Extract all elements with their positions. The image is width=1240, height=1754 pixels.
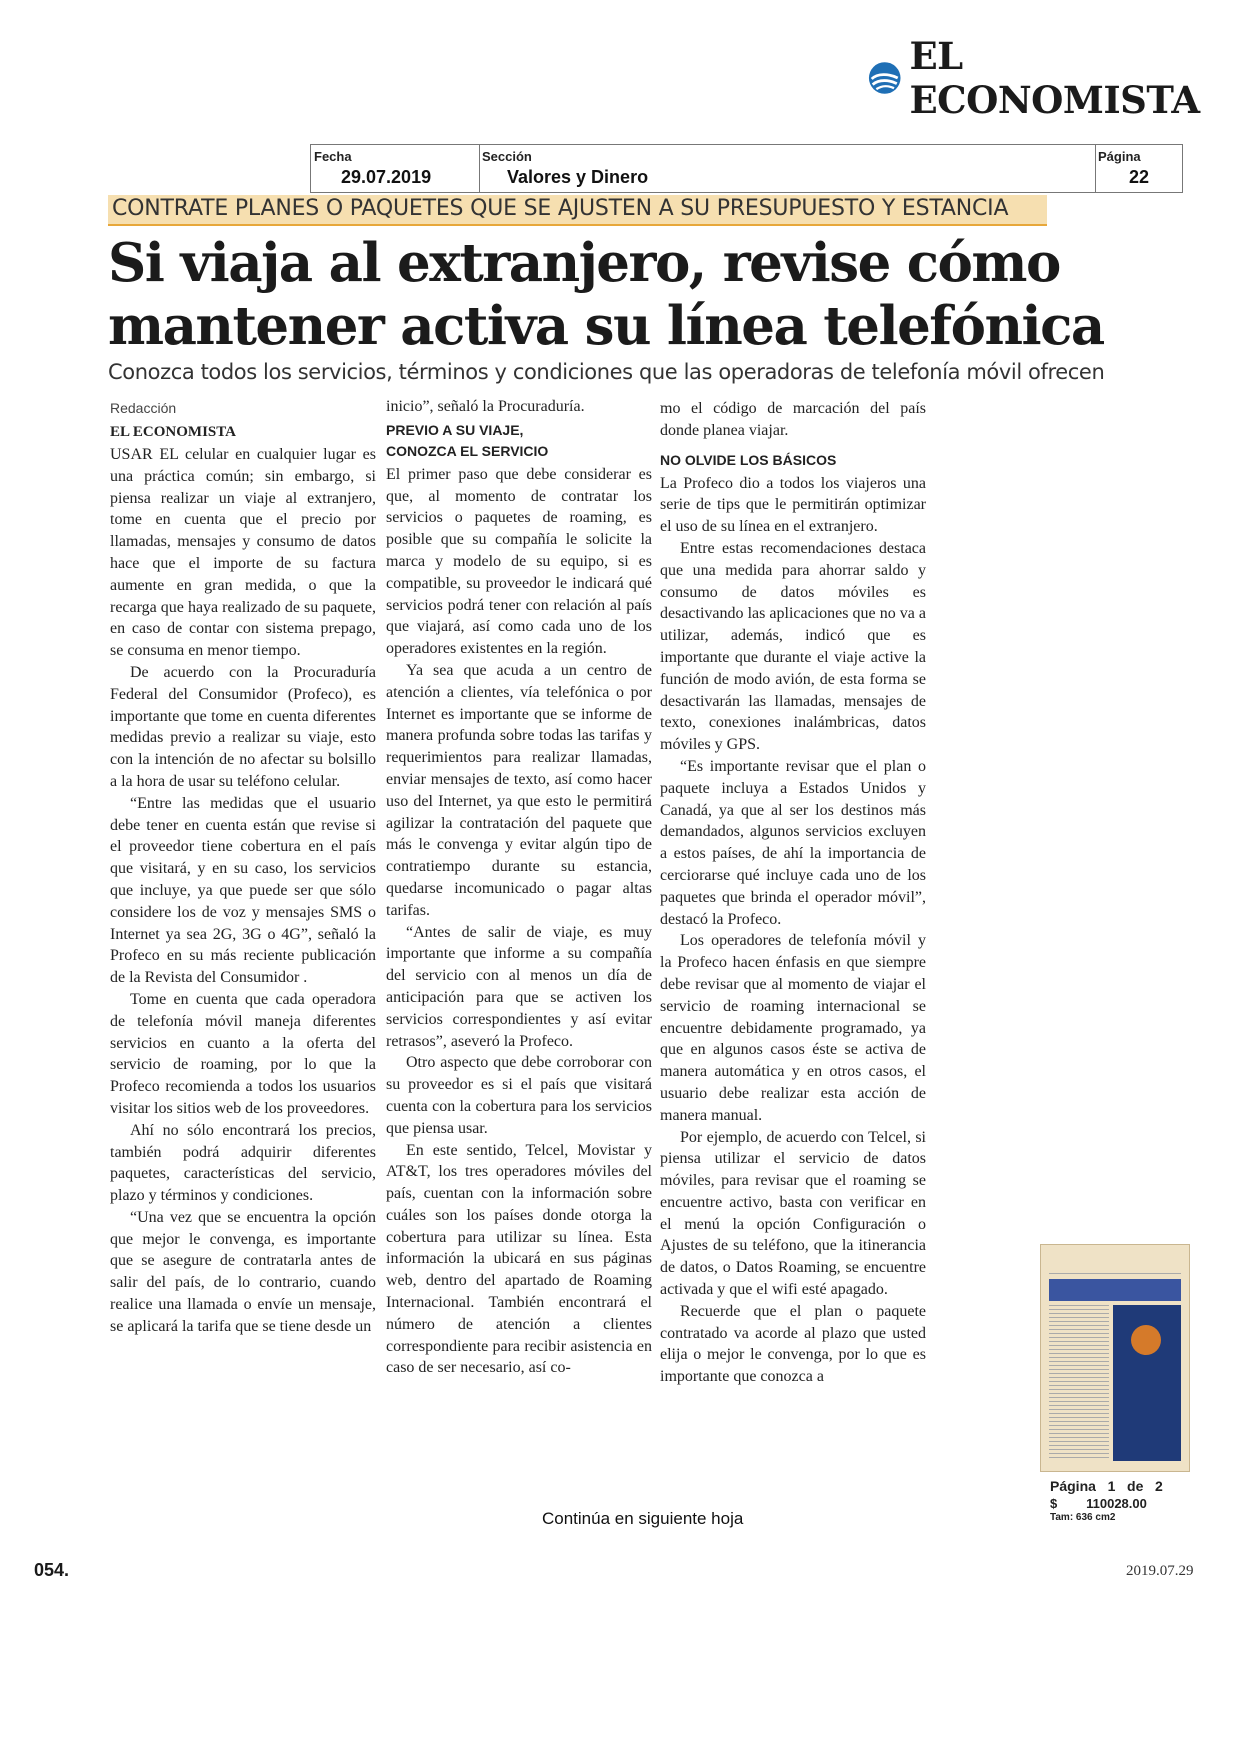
- article-publication: EL ECONOMISTA: [110, 424, 236, 440]
- paragraph: “Es importante revisar que el plan o paquete incluya a Estados Unidos y Canadá, ya que al ser los destinos más demandados, algunos servicios excluyen a estos países, de ahí la importancia de cerciorarse qué incluye cada uno de los paquetes que brinda el operador móvil”, destacó la Profeco.: [660, 757, 926, 928]
- meta-seccion-value: Valores y Dinero: [507, 167, 649, 187]
- meta-seccion-cell: [479, 145, 1096, 192]
- paragraph: Ya sea que acuda a un centro de atención a clientes, vía telefónica o por Internet es importante que se informe de manera profunda sobre todas las tarifas y requerimientos para realizar llamadas, enviar mensajes de texto, así como hacer uso del Internet, ya que esto le permitirá agilizar la contratación del paquete que más le convenga y evitar algún tipo de contratiempo durante su estancia, quedarse incomunicado o pagar altas tarifas.: [386, 661, 652, 919]
- headline-line-1: Si viaja al extranjero, revise cómo: [108, 232, 1060, 294]
- page-thumbnail-icon: [1040, 1244, 1190, 1472]
- section-heading-previo: [386, 420, 652, 462]
- meta-pagina-label: Página: [1098, 149, 1141, 164]
- section-heading-basicos: NO OLVIDE LOS BÁSICOS: [660, 451, 837, 468]
- page-count: Página 1 de 2: [1050, 1478, 1163, 1494]
- paragraph: inicio”, señaló la Procuraduría.: [386, 398, 585, 415]
- paragraph: “Antes de salir de viaje, es muy importante que informe a su compañía del servicio con al menos un día de anticipación para que se activen los servicios correspondientes y así evitar retrasos”, aseveró la Profeco.: [386, 923, 652, 1050]
- el-economista-logo-icon: [868, 60, 901, 96]
- section-heading-line-2: CONOZCA EL SERVICIO: [386, 442, 549, 459]
- thumbnail-text-lines: [1049, 1305, 1109, 1461]
- meta-seccion-label: Sección: [482, 149, 532, 164]
- article-column-3: [660, 398, 926, 1388]
- paragraph: El primer paso que debe considerar es que, al momento de contratar los servicios o paquetes de roaming, es posible que su compañía le solicite la marca y modelo de su equipo, si es compatible, su proveedor le indicará qué servicios podrá tener con relación al país que viajará, así como cada uno de los operadores existentes en la región.: [386, 465, 652, 658]
- article-size: Tam: 636 cm2: [1050, 1512, 1116, 1523]
- paragraph: “Una vez que se encuentra la opción que mejor le convenga, es importante que se asegure de contratarla antes de salir del país, de lo contrario, cuando realice una llamada o envíe un mensaje, se aplicará la tarifa que se tiene desde un: [110, 1208, 376, 1335]
- article-column-2: [386, 396, 652, 1379]
- article-subhead: Conozca todos los servicios, términos y condiciones que las operadoras de telefonía móvil ofrecen: [108, 360, 1105, 384]
- meta-table: [310, 144, 1183, 193]
- paragraph: Entre estas recomendaciones destaca que una medida para ahorrar saldo y consumo de datos móviles es desactivando las aplicaciones que no va a utilizar, además, indicó que es importante que durante el viaje active la función de modo avión, de esta forma se desactivarán las llamadas, mensajes de texto, conexiones inalámbricas, datos móviles y GPS.: [660, 539, 926, 754]
- ad-value: $ 110028.00: [1050, 1496, 1147, 1511]
- meta-fecha-cell: [311, 145, 480, 192]
- masthead-title: EL ECONOMISTA: [909, 34, 1200, 122]
- meta-fecha-label: Fecha: [314, 149, 352, 164]
- paragraph: USAR EL celular en cualquier lugar es una práctica común; sin embargo, si piensa realizar un viaje al extranjero, tome en cuenta que el precio por llamadas, mensajes y consumo de datos hace que el importe de su factura aumente en gran medida, o que la recarga que haya realizado de su paquete, en caso de contar con sistema prepago, se consuma en menor tiempo.: [110, 446, 376, 660]
- article-column-1: [110, 398, 376, 1338]
- paragraph: Por ejemplo, de acuerdo con Telcel, si piensa utilizar el servicio de datos móviles, para revisar que el roaming se encuentre activo, basta con verificar en el menú la opción Configuración o Ajustes de su teléfono, que la itinerancia de datos, o Datos Roaming, se encuentre activada y que el wifi esté apagado.: [660, 1128, 926, 1299]
- section-heading-line-1: PREVIO A SU VIAJE,: [386, 421, 524, 438]
- paragraph: En este sentido, Telcel, Movistar y AT&T, los tres operadores móviles del país, cuentan con la información sobre cuáles son los países donde otorga la cobertura para utilizar su línea. Esta información la ubicará en sus páginas web, dentro del apartado de Roaming Internacional. También encontrará el número de atención a clientes correspondiente para recibir asistencia en caso de ser necesario, así co-: [386, 1141, 652, 1377]
- headline-line-2: mantener activa su línea telefónica: [108, 295, 1104, 357]
- footer-date: 2019.07.29: [1126, 1563, 1194, 1579]
- masthead-logo: [868, 34, 1240, 122]
- paragraph: “Entre las medidas que el usuario debe tener en cuenta están que revise si el proveedor tiene cobertura en el país que visitará, y en su caso, los servicios que incluye, ya que puede ser que sólo considere los de voz y mensajes SMS o Internet ya sea 2G, 3G o 4G”, señaló la Profeco en su más reciente publicación de la Revista del Consumidor .: [110, 794, 376, 987]
- meta-pagina-cell: [1095, 145, 1182, 192]
- page-info: [1050, 1478, 1190, 1523]
- paragraph: Otro aspecto que debe corroborar con su proveedor es si el país que visitará cuenta con la cobertura para los servicios que piensa usar.: [386, 1054, 652, 1137]
- meta-pagina-value: 22: [1129, 167, 1150, 187]
- article-kicker: CONTRATE PLANES O PAQUETES QUE SE AJUSTEN A SU PRESUPUESTO Y ESTANCIA: [108, 195, 1047, 226]
- paragraph: Ahí no sólo encontrará los precios, también podrá adquirir diferentes paquetes, características del servicio, plazo y términos y condiciones.: [110, 1121, 376, 1205]
- paragraph: La Profeco dio a todos los viajeros una serie de tips que le permitirán optimizar el uso de su línea en el extranjero.: [660, 474, 926, 536]
- thumbnail-header: [1049, 1251, 1181, 1274]
- thumbnail-graphic: [1113, 1305, 1181, 1461]
- thumbnail-band: [1049, 1279, 1181, 1301]
- article-headline: [108, 232, 1108, 358]
- paragraph: Tome en cuenta que cada operadora de telefonía móvil maneja diferentes servicios en cuanto a la oferta del servicio de roaming, por lo que la Profeco recomienda a todos los usuarios visitar los sitios web de los proveedores.: [110, 990, 376, 1117]
- footer-code: 054.: [34, 1560, 70, 1580]
- paragraph: Los operadores de telefonía móvil y la Profeco hacen énfasis en que siempre debe revisar que al momento de viajar el servicio de roaming internacional se encuentre debidamente programado, ya que en algunos casos éste se activa de manera automática y en otros casos, el usuario debe realizar esta acción de manera manual.: [660, 932, 926, 1124]
- meta-fecha-value: 29.07.2019: [341, 167, 432, 187]
- continues-note: Continúa en siguiente hoja: [542, 1509, 744, 1528]
- paragraph: mo el código de marcación del país donde planea viajar.: [660, 400, 926, 439]
- paragraph: Recuerde que el plan o paquete contratado va acorde al plazo que usted elija o mejor le convenga, por lo que es importante que conozca a: [660, 1302, 926, 1386]
- paragraph: De acuerdo con la Procuraduría Federal del Consumidor (Profeco), es importante que tome en cuenta diferentes medidas previo a realizar su viaje, esto con la intención de no afectar su bolsillo a la hora de usar su teléfono celular.: [110, 663, 376, 790]
- article-byline: Redacción: [110, 400, 177, 416]
